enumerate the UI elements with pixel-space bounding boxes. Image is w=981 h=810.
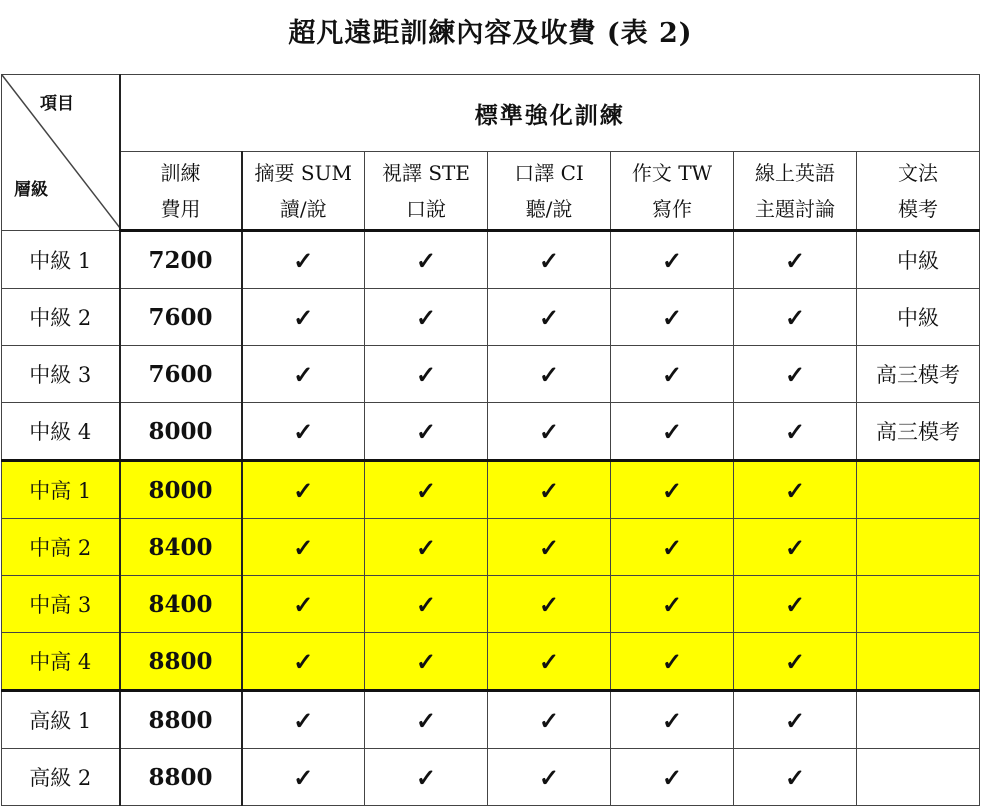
- table-row: [2, 576, 980, 633]
- checkmark-icon: ✓: [488, 576, 611, 633]
- checkmark-icon: ✓: [242, 749, 365, 806]
- column-header-tw: 作文 TW 寫作: [611, 152, 734, 231]
- checkmark-icon: ✓: [242, 633, 365, 691]
- fee-cell: 8000: [120, 403, 242, 461]
- checkmark-icon: ✓: [734, 519, 857, 576]
- level-cell: 高級 2: [2, 749, 120, 806]
- checkmark-icon: ✓: [365, 633, 488, 691]
- grammar-note-cell: [857, 633, 980, 691]
- checkmark-icon: ✓: [242, 231, 365, 289]
- grammar-note-cell: [857, 691, 980, 749]
- level-cell: 中級 4: [2, 403, 120, 461]
- checkmark-icon: ✓: [734, 461, 857, 519]
- checkmark-icon: ✓: [242, 403, 365, 461]
- checkmark-icon: ✓: [611, 749, 734, 806]
- column-header-ste: 視譯 STE 口說: [365, 152, 488, 231]
- fee-cell: 8800: [120, 633, 242, 691]
- grammar-note-cell: 中級: [857, 231, 980, 289]
- column-header-sum: 摘要 SUM 讀/說: [242, 152, 365, 231]
- checkmark-icon: ✓: [242, 346, 365, 403]
- level-cell: 中高 4: [2, 633, 120, 691]
- checkmark-icon: ✓: [611, 403, 734, 461]
- fee-cell: 8000: [120, 461, 242, 519]
- checkmark-icon: ✓: [488, 403, 611, 461]
- checkmark-icon: ✓: [365, 461, 488, 519]
- checkmark-icon: ✓: [734, 749, 857, 806]
- table-row: [2, 633, 980, 691]
- checkmark-icon: ✓: [242, 576, 365, 633]
- checkmark-icon: ✓: [488, 633, 611, 691]
- grammar-note-cell: 中級: [857, 289, 980, 346]
- checkmark-icon: ✓: [488, 749, 611, 806]
- fee-cell: 8800: [120, 691, 242, 749]
- checkmark-icon: ✓: [734, 346, 857, 403]
- checkmark-icon: ✓: [611, 461, 734, 519]
- checkmark-icon: ✓: [242, 691, 365, 749]
- level-cell: 中級 2: [2, 289, 120, 346]
- level-cell: 中級 1: [2, 231, 120, 289]
- table-row: [2, 289, 980, 346]
- level-cell: 中高 2: [2, 519, 120, 576]
- level-cell: 高級 1: [2, 691, 120, 749]
- table-row: [2, 346, 980, 403]
- checkmark-icon: ✓: [488, 346, 611, 403]
- column-header-grammar: 文法 模考: [857, 152, 980, 231]
- grammar-note-cell: [857, 749, 980, 806]
- fee-cell: 7600: [120, 289, 242, 346]
- column-header-ci: 口譯 CI 聽/說: [488, 152, 611, 231]
- corner-cell: [2, 75, 120, 231]
- grammar-note-cell: [857, 576, 980, 633]
- checkmark-icon: ✓: [488, 231, 611, 289]
- fee-cell: 8400: [120, 519, 242, 576]
- table-row: [2, 403, 980, 461]
- table-row: [2, 461, 980, 519]
- fee-cell: 8800: [120, 749, 242, 806]
- table-row: [2, 691, 980, 749]
- checkmark-icon: ✓: [611, 519, 734, 576]
- level-cell: 中級 3: [2, 346, 120, 403]
- checkmark-icon: ✓: [365, 749, 488, 806]
- level-cell: 中高 1: [2, 461, 120, 519]
- checkmark-icon: ✓: [488, 289, 611, 346]
- level-cell: 中高 3: [2, 576, 120, 633]
- checkmark-icon: ✓: [734, 691, 857, 749]
- checkmark-icon: ✓: [611, 231, 734, 289]
- checkmark-icon: ✓: [734, 403, 857, 461]
- checkmark-icon: ✓: [365, 576, 488, 633]
- checkmark-icon: ✓: [488, 461, 611, 519]
- checkmark-icon: ✓: [242, 519, 365, 576]
- fee-cell: 7200: [120, 231, 242, 289]
- checkmark-icon: ✓: [734, 633, 857, 691]
- column-header-fee: 訓練 費用: [120, 152, 242, 231]
- checkmark-icon: ✓: [242, 461, 365, 519]
- page-title: 超凡遠距訓練內容及收費 (表 2): [288, 18, 693, 49]
- checkmark-icon: ✓: [365, 691, 488, 749]
- checkmark-icon: ✓: [734, 289, 857, 346]
- grammar-note-cell: 高三模考: [857, 346, 980, 403]
- section-header: 標準強化訓練: [120, 75, 980, 152]
- checkmark-icon: ✓: [365, 519, 488, 576]
- checkmark-icon: ✓: [611, 691, 734, 749]
- checkmark-icon: ✓: [242, 289, 365, 346]
- checkmark-icon: ✓: [611, 576, 734, 633]
- fee-table: [1, 74, 980, 806]
- checkmark-icon: ✓: [488, 519, 611, 576]
- corner-item-label: 項目: [40, 94, 74, 114]
- table-row: [2, 519, 980, 576]
- table-row: [2, 749, 980, 806]
- checkmark-icon: ✓: [611, 346, 734, 403]
- fee-cell: 8400: [120, 576, 242, 633]
- checkmark-icon: ✓: [365, 231, 488, 289]
- checkmark-icon: ✓: [365, 403, 488, 461]
- column-header-discussion: 線上英語 主題討論: [734, 152, 857, 231]
- grammar-note-cell: 高三模考: [857, 403, 980, 461]
- fee-cell: 7600: [120, 346, 242, 403]
- grammar-note-cell: [857, 519, 980, 576]
- grammar-note-cell: [857, 461, 980, 519]
- checkmark-icon: ✓: [734, 576, 857, 633]
- checkmark-icon: ✓: [611, 633, 734, 691]
- table-row: [2, 231, 980, 289]
- checkmark-icon: ✓: [365, 289, 488, 346]
- checkmark-icon: ✓: [611, 289, 734, 346]
- corner-level-label: 層級: [14, 180, 48, 200]
- checkmark-icon: ✓: [734, 231, 857, 289]
- checkmark-icon: ✓: [365, 346, 488, 403]
- checkmark-icon: ✓: [488, 691, 611, 749]
